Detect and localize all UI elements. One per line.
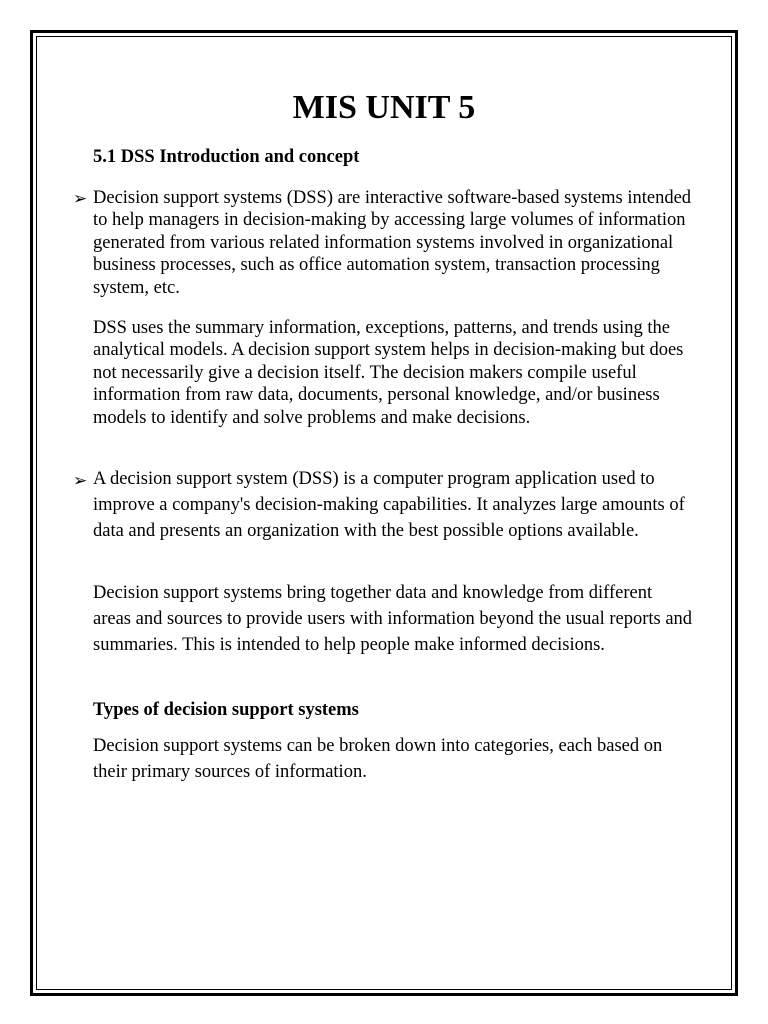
document-title: MIS UNIT 5: [292, 89, 476, 126]
paragraph-1: Decision support systems (DSS) are interactive software-based systems intended to help managers in decision-making by accessing large volumes of information generated from various related information systems involved in organizational business processes, such as office automation system, transaction processing system, etc.: [93, 188, 692, 298]
section-heading: 5.1 DSS Introduction and concept: [93, 147, 360, 167]
bullet-arrow-icon: ➢: [73, 471, 88, 490]
closing-paragraph: Decision support systems can be broken down into categories, each based on their primary sources of information.: [93, 736, 663, 782]
paragraph-3: A decision support system (DSS) is a computer program application used to improve a company's decision-making capabilities. It analyzes large amounts of data and presents an organization with the best possible options available.: [93, 469, 685, 541]
paragraph-4: Decision support systems bring together data and knowledge from different areas and sources to provide users with information beyond the usual reports and summaries. This is intended to help people make informed decisions.: [93, 583, 693, 655]
paragraph-2: DSS uses the summary information, exceptions, patterns, and trends using the analytical models. A decision support system helps in decision-making but does not necessarily give a decision itself. The decision makers compile useful information from raw data, documents, personal knowledge, and/or business models to identify and solve problems and make decisions.: [93, 318, 684, 428]
bullet-arrow-icon: ➢: [73, 189, 88, 208]
subheading-types: Types of decision support systems: [93, 700, 359, 720]
